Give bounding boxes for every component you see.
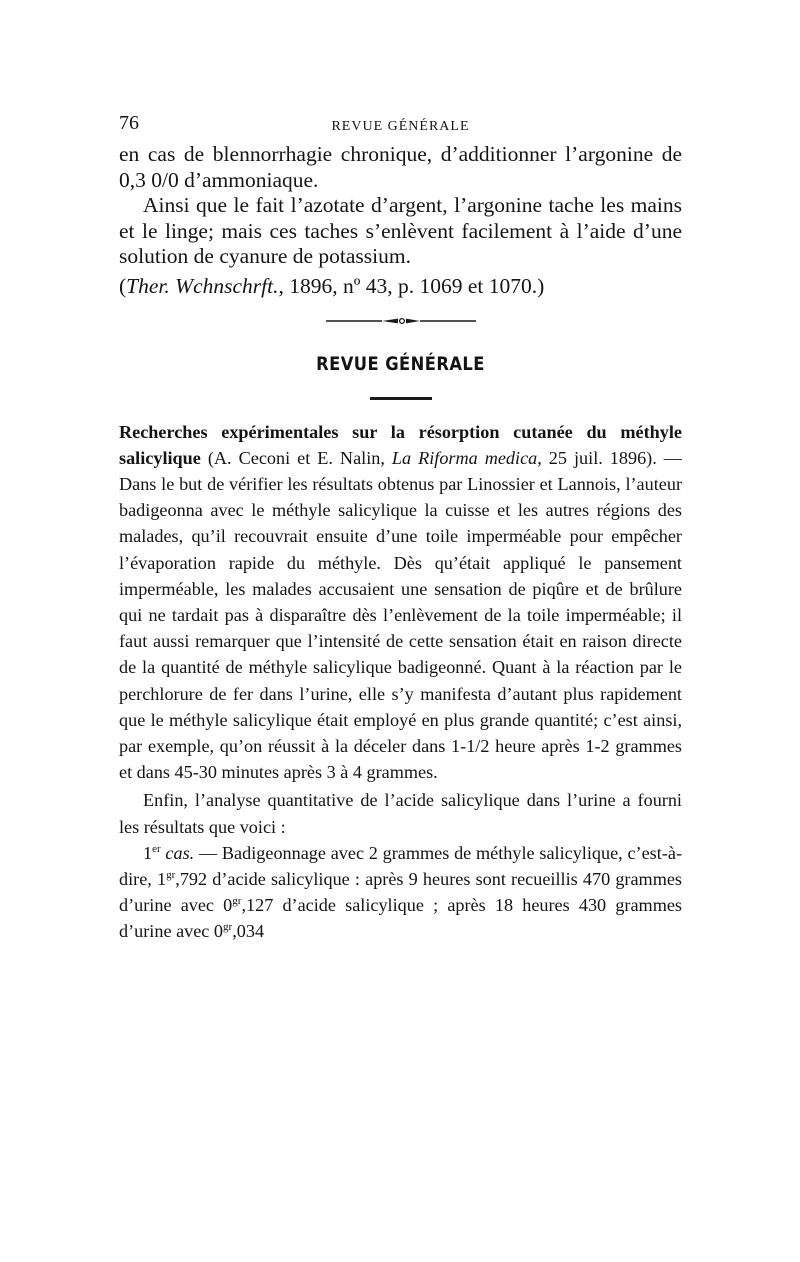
page-header [119, 112, 682, 142]
section-rule [370, 397, 432, 400]
article-journal: La Riforma medica [391, 447, 538, 468]
article-title: Recherches expérimentales sur la résorption cutanée du méthyle salicylique [119, 421, 682, 468]
prev-article-paragraph: Ainsi que le fait l’azotate d’argent, l’argonine tache les mains et le linge; mais ces taches s’enlèvent facilement à l’aide d’une solution de cyanure de potassium. [119, 193, 682, 268]
section-title: REVUE GÉNÉRALE [316, 352, 485, 375]
citation-details: , 1896, nº 43, p. 1069 et 1070.) [278, 273, 545, 298]
article-paragraph [119, 419, 682, 786]
citation [119, 273, 682, 299]
citation-journal: Ther. Wchnschrft. [126, 273, 279, 298]
article-authors: (A. Ceconi et E. Nalin, [200, 447, 392, 468]
ornament-divider [326, 317, 476, 325]
case-label: cas. [160, 842, 195, 863]
document-page [119, 112, 682, 945]
case-text: ,034 [232, 921, 265, 942]
case-number: 1 [143, 842, 153, 863]
prev-article-paragraph: en cas de blennorrhagie chronique, d’additionner l’argonine de 0,3 0/0 d’ammoniaque. [119, 142, 682, 192]
case-text: ,792 d’acide salicylique : après 9 heures sont recueillis 470 grammes d’urine avec 0 [119, 868, 682, 916]
page-number: 76 [119, 112, 139, 134]
case-text: — Badigeonnage avec 2 grammes de méthyle salicylique, c’est-à-dire, 1 [119, 842, 682, 889]
citation-open: ( [119, 273, 127, 298]
case-text: ,127 d’acide salicylique ; après 18 heures 430 grammes d’urine avec 0 [119, 895, 682, 942]
case-superscript: er [152, 842, 161, 855]
gram-superscript: gr [166, 868, 176, 881]
article-paragraph: Enfin, l’analyse quantitative de l’acide salicylique dans l’urine a fourni les résultats que voici : [119, 790, 682, 837]
case-paragraph [119, 840, 682, 945]
running-title: REVUE GÉNÉRALE [331, 119, 470, 134]
gram-superscript: gr [223, 921, 233, 934]
gram-superscript: gr [232, 895, 242, 908]
article-body: , 25 juil. 1896). — Dans le but de vérifier les résultats obtenus par Linossier et Lannois, l’auteur badigeonna avec le méthyle salicylique la cuisse et les autres régions des malades, qu’il recouvrait ensuite d’une toile imperméable pour empêcher l’évaporation rapide du méthyle. Dès qu’était appliqué le pansement imperméable, les malades accusaient une sensation de piqûre et de brûlure qui ne tardait pas à disparaître dès l’enlèvement de la toile imperméable; il faut aussi remarquer que l’intensité de cette sensation était en raison directe de la quantité de méthyle salicylique badigeonné. Quant à la réaction par le perchlorure de fer dans l’urine, elle s’y manifesta d’autant plus rapidement que le méthyle salicylique était employé en plus grande quantité; c’est ainsi, par exemple, qu’on réussit à la déceler dans 1-1/2 heure après 1-2 grammes et dans 45-30 minutes après 3 à 4 grammes. [119, 447, 682, 783]
